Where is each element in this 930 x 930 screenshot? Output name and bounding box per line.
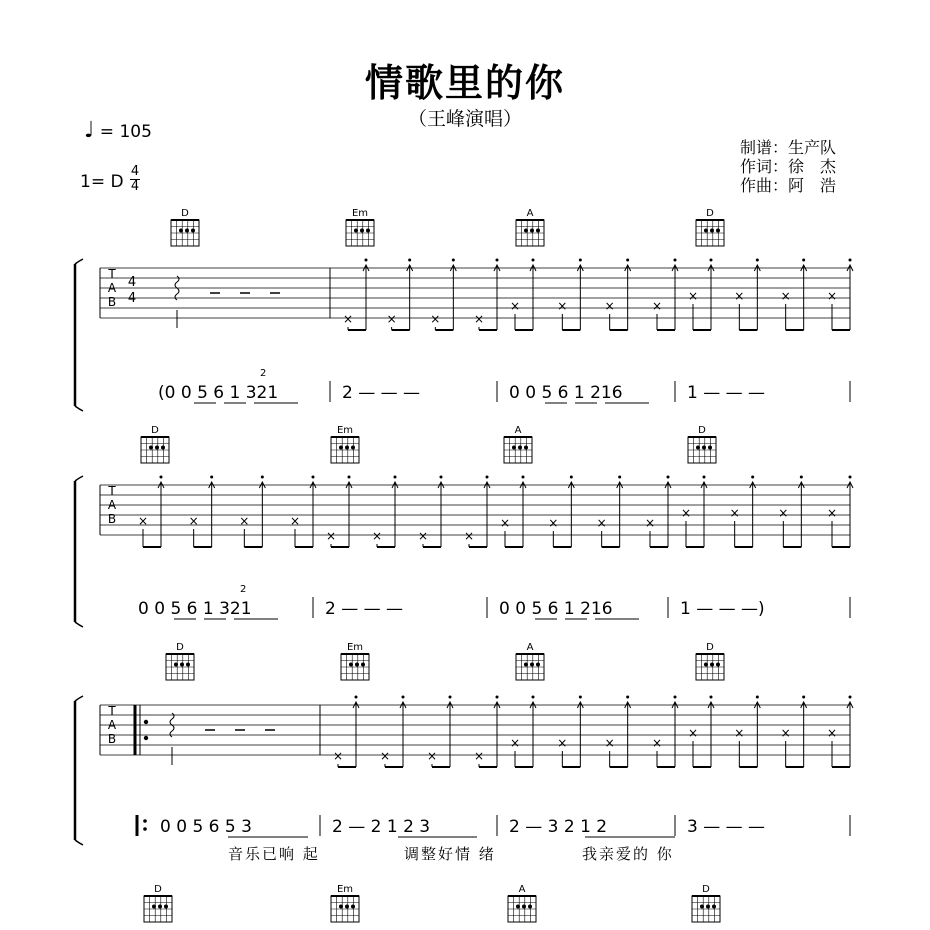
accent-dot bbox=[522, 476, 525, 479]
chord-finger-dot bbox=[518, 446, 522, 450]
muted-note: × bbox=[473, 749, 485, 763]
chord-finger-dot bbox=[191, 229, 195, 233]
muted-note: × bbox=[778, 506, 789, 520]
bracket-hook-top bbox=[75, 259, 83, 264]
jianpu-measure: 0 0 5 6 1 216 bbox=[499, 599, 613, 619]
jianpu-measure: 0 0 5 6 1 216 bbox=[509, 383, 623, 403]
repeat-dot bbox=[144, 736, 148, 740]
key-signature: 1= D bbox=[80, 172, 124, 192]
singer-subtitle: （王峰演唱） bbox=[407, 108, 522, 130]
tab-clef-letter: A bbox=[107, 498, 117, 512]
chord-finger-dot bbox=[524, 446, 528, 450]
jianpu-measure: 2 — — — bbox=[342, 383, 421, 403]
chord-name: Em bbox=[346, 642, 364, 653]
chord-name: A bbox=[526, 208, 534, 219]
time-bottom: 4 bbox=[130, 179, 140, 194]
chord-finger-dot bbox=[536, 229, 540, 233]
muted-note: × bbox=[687, 726, 699, 740]
chord-finger-dot bbox=[704, 663, 708, 667]
jianpu-measure: 2 — — — bbox=[325, 599, 404, 619]
accent-dot bbox=[449, 696, 452, 699]
chord-name: Em bbox=[336, 884, 354, 895]
muted-note: × bbox=[137, 514, 149, 528]
bracket-hook-bottom bbox=[75, 840, 83, 845]
chord-name: D bbox=[154, 884, 162, 895]
tab-clef-letter: B bbox=[107, 732, 117, 746]
jianpu-measure: 2 — 2 1 2 3 bbox=[332, 817, 431, 837]
muted-note: × bbox=[430, 312, 441, 326]
chord-finger-dot bbox=[149, 446, 153, 450]
muted-note: × bbox=[557, 736, 568, 750]
repeat-dot bbox=[144, 720, 148, 724]
quarter-note-icon: ♩ bbox=[84, 118, 95, 143]
bracket-hook-bottom bbox=[75, 622, 83, 627]
tab-time-number: 4 bbox=[127, 291, 137, 306]
muted-note: × bbox=[604, 299, 615, 313]
muted-note: × bbox=[687, 289, 699, 303]
muted-note: × bbox=[826, 726, 838, 740]
chord-finger-dot bbox=[710, 663, 714, 667]
muted-note: × bbox=[604, 736, 615, 750]
accent-dot bbox=[348, 476, 351, 479]
accent-dot bbox=[408, 259, 411, 262]
bracket-hook-bottom bbox=[75, 406, 83, 411]
chord-finger-dot bbox=[339, 905, 343, 909]
jianpu-measure: 0 0 5 6 5 3 bbox=[160, 817, 252, 837]
muted-note: × bbox=[239, 514, 250, 528]
chord-finger-dot bbox=[530, 663, 534, 667]
accent-dot bbox=[674, 259, 677, 262]
chord-finger-dot bbox=[345, 905, 349, 909]
grace-note: 2 bbox=[260, 368, 267, 379]
accent-dot bbox=[849, 476, 852, 479]
accent-dot bbox=[756, 696, 759, 699]
tab-clef-letter: T bbox=[108, 484, 116, 498]
chord-name: A bbox=[514, 425, 522, 436]
accent-dot bbox=[710, 259, 713, 262]
chord-finger-dot bbox=[152, 905, 156, 909]
accent-dot bbox=[849, 259, 852, 262]
muted-note: × bbox=[644, 516, 656, 530]
chord-finger-dot bbox=[174, 663, 178, 667]
accent-dot bbox=[800, 476, 803, 479]
chord-finger-dot bbox=[706, 905, 710, 909]
chord-finger-dot bbox=[180, 663, 184, 667]
accent-dot bbox=[355, 696, 358, 699]
tab-time-number: 4 bbox=[127, 275, 137, 290]
credit-lyricist: 作词：徐 杰 bbox=[740, 157, 837, 176]
muted-note: × bbox=[780, 289, 791, 303]
chord-finger-dot bbox=[179, 229, 183, 233]
accent-dot bbox=[261, 476, 264, 479]
chord-finger-dot bbox=[355, 663, 359, 667]
jianpu-measure: 1 — — —) bbox=[680, 599, 765, 619]
accent-dot bbox=[802, 259, 805, 262]
chord-finger-dot bbox=[516, 905, 520, 909]
muted-note: × bbox=[826, 289, 838, 303]
chord-finger-dot bbox=[708, 446, 712, 450]
muted-note: × bbox=[826, 506, 838, 520]
accent-dot bbox=[674, 696, 677, 699]
jianpu-measure: 3 — — — bbox=[687, 817, 766, 837]
chord-finger-dot bbox=[354, 229, 358, 233]
credit-composer: 作曲：阿 浩 bbox=[740, 176, 837, 195]
muted-note: × bbox=[386, 312, 397, 326]
tab-clef-letter: T bbox=[108, 267, 116, 281]
chord-name: D bbox=[702, 884, 710, 895]
accent-dot bbox=[667, 476, 670, 479]
chord-finger-dot bbox=[186, 663, 190, 667]
chord-finger-dot bbox=[524, 229, 528, 233]
muted-note: × bbox=[780, 726, 791, 740]
chord-finger-dot bbox=[716, 229, 720, 233]
chord-finger-dot bbox=[716, 663, 720, 667]
chord-finger-dot bbox=[522, 905, 526, 909]
chord-name: D bbox=[698, 425, 706, 436]
muted-note: × bbox=[651, 736, 663, 750]
accent-dot bbox=[570, 476, 573, 479]
chord-finger-dot bbox=[524, 663, 528, 667]
muted-note: × bbox=[426, 749, 438, 763]
muted-note: × bbox=[325, 529, 337, 543]
tab-clef-letter: B bbox=[107, 295, 117, 309]
accent-dot bbox=[751, 476, 754, 479]
chord-finger-dot bbox=[710, 229, 714, 233]
chord-name: Em bbox=[336, 425, 354, 436]
chord-finger-dot bbox=[512, 446, 516, 450]
jianpu-repeat-dot bbox=[143, 819, 147, 823]
chord-finger-dot bbox=[704, 229, 708, 233]
muted-note: × bbox=[379, 749, 391, 763]
chord-finger-dot bbox=[351, 905, 355, 909]
muted-note: × bbox=[509, 736, 521, 750]
accent-dot bbox=[710, 696, 713, 699]
accent-dot bbox=[365, 259, 368, 262]
muted-note: × bbox=[473, 312, 485, 326]
chord-name: D bbox=[706, 208, 714, 219]
tempo-value: = 105 bbox=[99, 122, 152, 142]
accent-dot bbox=[452, 259, 455, 262]
grace-note: 2 bbox=[240, 584, 247, 595]
chord-finger-dot bbox=[361, 663, 365, 667]
muted-note: × bbox=[417, 529, 429, 543]
jianpu-measure: 0 0 5 6 1 321 bbox=[138, 599, 252, 619]
chord-name: D bbox=[706, 642, 714, 653]
bracket-hook-top bbox=[75, 476, 83, 481]
accent-dot bbox=[703, 476, 706, 479]
chord-finger-dot bbox=[161, 446, 165, 450]
chord-name: D bbox=[151, 425, 159, 436]
chord-finger-dot bbox=[155, 446, 159, 450]
tab-clef-letter: B bbox=[107, 512, 117, 526]
accent-dot bbox=[532, 696, 535, 699]
tab-clef-letter: A bbox=[107, 718, 117, 732]
muted-note: × bbox=[651, 299, 663, 313]
chord-name: Em bbox=[351, 208, 369, 219]
song-title: 情歌里的你 bbox=[364, 61, 565, 105]
chord-name: A bbox=[526, 642, 534, 653]
chord-finger-dot bbox=[702, 446, 706, 450]
accent-dot bbox=[394, 476, 397, 479]
chord-finger-dot bbox=[536, 663, 540, 667]
jianpu-measure: 1 — — — bbox=[687, 383, 766, 403]
accent-dot bbox=[402, 696, 405, 699]
chord-finger-dot bbox=[366, 229, 370, 233]
chord-finger-dot bbox=[700, 905, 704, 909]
lyric-line: 调整好情 绪 bbox=[404, 845, 496, 863]
chord-finger-dot bbox=[360, 229, 364, 233]
credit-arranger: 制谱：生产队 bbox=[740, 138, 837, 157]
muted-note: × bbox=[188, 514, 199, 528]
muted-note: × bbox=[729, 506, 740, 520]
chord-finger-dot bbox=[349, 663, 353, 667]
accent-dot bbox=[210, 476, 213, 479]
muted-note: × bbox=[596, 516, 607, 530]
muted-note: × bbox=[734, 289, 745, 303]
muted-note: × bbox=[332, 749, 344, 763]
accent-dot bbox=[626, 696, 629, 699]
chord-finger-dot bbox=[339, 446, 343, 450]
muted-note: × bbox=[734, 726, 745, 740]
jianpu-measure: (0 0 5 6 1 321 bbox=[158, 383, 279, 403]
chord-finger-dot bbox=[185, 229, 189, 233]
chord-finger-dot bbox=[345, 446, 349, 450]
chord-finger-dot bbox=[528, 905, 532, 909]
tab-clef-letter: A bbox=[107, 281, 117, 295]
accent-dot bbox=[756, 259, 759, 262]
muted-note: × bbox=[463, 529, 475, 543]
accent-dot bbox=[486, 476, 489, 479]
chord-finger-dot bbox=[712, 905, 716, 909]
accent-dot bbox=[312, 476, 315, 479]
muted-note: × bbox=[342, 312, 354, 326]
chord-name: D bbox=[176, 642, 184, 653]
tab-clef-letter: T bbox=[108, 704, 116, 718]
muted-note: × bbox=[289, 514, 301, 528]
accent-dot bbox=[440, 476, 443, 479]
chord-finger-dot bbox=[530, 229, 534, 233]
accent-dot bbox=[618, 476, 621, 479]
chord-finger-dot bbox=[158, 905, 162, 909]
chord-finger-dot bbox=[696, 446, 700, 450]
muted-note: × bbox=[557, 299, 568, 313]
time-top: 4 bbox=[130, 164, 140, 179]
bracket-hook-top bbox=[75, 696, 83, 701]
accent-dot bbox=[160, 476, 163, 479]
muted-note: × bbox=[499, 516, 511, 530]
accent-dot bbox=[626, 259, 629, 262]
chord-name: A bbox=[518, 884, 526, 895]
jianpu-repeat-dot bbox=[143, 827, 147, 831]
accent-dot bbox=[849, 696, 852, 699]
muted-note: × bbox=[548, 516, 559, 530]
chord-finger-dot bbox=[351, 446, 355, 450]
accent-dot bbox=[579, 696, 582, 699]
chord-finger-dot bbox=[164, 905, 168, 909]
muted-note: × bbox=[371, 529, 383, 543]
muted-note: × bbox=[680, 506, 692, 520]
chord-name: D bbox=[181, 208, 189, 219]
lyric-line: 我亲爱的 你 bbox=[582, 845, 674, 863]
accent-dot bbox=[532, 259, 535, 262]
accent-dot bbox=[496, 259, 499, 262]
lyric-line: 音乐已响 起 bbox=[228, 845, 320, 863]
accent-dot bbox=[579, 259, 582, 262]
muted-note: × bbox=[509, 299, 521, 313]
accent-dot bbox=[802, 696, 805, 699]
accent-dot bbox=[496, 696, 499, 699]
jianpu-measure: 2 — 3 2 1 2 bbox=[509, 817, 608, 837]
